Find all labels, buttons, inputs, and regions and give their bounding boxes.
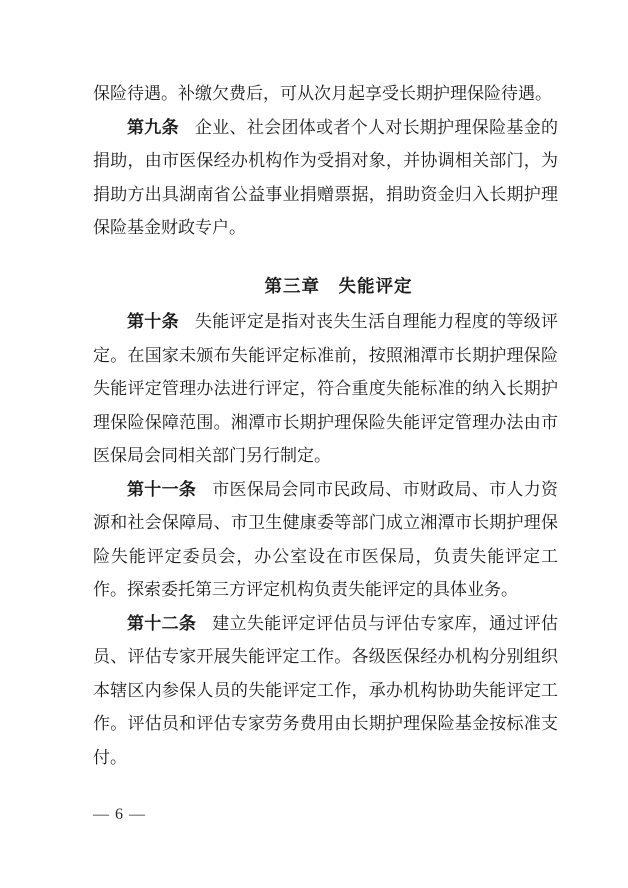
document-body [93, 77, 558, 774]
article-11-text: 市医保局会同市民政局、市财政局、市人力资源和社会保障局、市卫生健康委等部门成立湘潭市长期护理保险失能评定委员会，办公室设在市医保局，负责失能评定工作。探索委托第三方评定机构负责失能评定的具体业务。 [93, 479, 559, 599]
paragraph-article-10 [93, 305, 558, 473]
paragraph-continuation [93, 77, 558, 111]
paragraph-article-9 [93, 111, 558, 245]
article-10-text: 失能评定是指对丧失生活自理能力程度的等级评定。在国家未颁布失能评定标准前，按照湘潭市长期护理保险失能评定管理办法进行评定，符合重度失能标准的纳入长期护理保险保障范围。湘潭市长期护理保险失能评定管理办法由市医保局会同相关部门另行制定。 [93, 312, 559, 465]
chapter-3-heading: 第三章 失能评定 [264, 275, 413, 296]
article-9-label: 第九条 [127, 117, 179, 137]
paragraph-continuation-text: 保险待遇。补缴欠费后，可从次月起享受长期护理保险待遇。 [93, 84, 552, 103]
page-number: — 6 — [93, 806, 146, 823]
paragraph-article-12 [93, 607, 558, 775]
article-11-label: 第十一条 [127, 479, 197, 499]
article-10-label: 第十条 [127, 312, 179, 331]
article-12-label: 第十二条 [127, 613, 197, 633]
paragraph-article-11 [93, 473, 558, 607]
article-12-text: 建立失能评定评估员与评估专家库，通过评估员、评估专家开展失能评定工作。各级医保经办机构分别组织本辖区内参保人员的失能评定工作，承办机构协助失能评定工作。评估员和评估专家劳务费用由长期护理保险基金按标准支付。 [93, 613, 559, 767]
article-9-text: 企业、社会团体或者个人对长期护理保险基金的捐助，由市医保经办机构作为受捐对象，并协调相关部门，为捐助方出具湖南省公益事业捐赠票据，捐助资金归入长期护理保险基金财政专户。 [93, 117, 559, 237]
